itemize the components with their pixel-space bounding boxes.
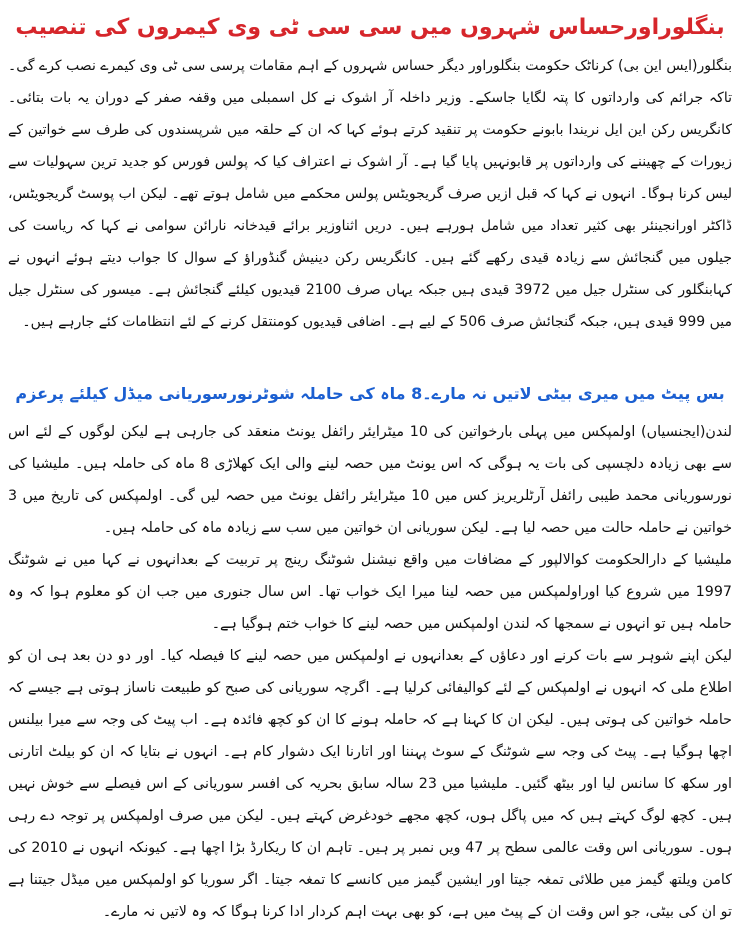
article-1-body-container xyxy=(8,50,732,366)
article-2-paragraph: لندن(ایجنسیاں) اولمپکس میں پہلی بارخواتین کی 10 میٹرایئر رائفل یونٹ منعقد کی جارہی ہے لیکن لوگوں کے لئے اس سے بھی زیادہ دلچسپی کی بات یہ ہوگی کہ اس یونٹ میں حصہ لینے والی ایک کھلاڑی 8 ماہ کی حاملہ ہیں۔ ملیشیا کی نورسوریانی محمد طیبی رائفل آرٹلریریز کس میں 10 میٹرایئر رائفل یونٹ میں حصہ لیں گی۔ اولمپکس کی تاریخ میں 3 خواتین نے حاملہ حالت میں حصہ لیا ہے۔ لیکن سوریانی ان خواتین میں سب سے زیادہ ماہ کی حاملہ ہیں۔ xyxy=(8,424,732,536)
article-cctv-cameras xyxy=(8,0,732,366)
article-1-body: بنگلور(ایس این بی) کرناٹک حکومت بنگلوراور دیگر حساس شہروں کے اہم مقامات پرسی سی ٹی وی کیمرے نصب کرے گی۔ تاکہ جرائم کی وارداتوں کا پتہ لگایا جاسکے۔ وزیر داخلہ آر اشوک نے کل اسمبلی میں وقفہ صفر کے دوران یہ بات بتائی۔ کانگریس رکن این ایل نریندا بابونے حکومت پر تنقید کرتے ہوئے کہا کہ ان کے حلقہ میں شرپسندوں کی طرف سے خواتین کے زیورات کے چھیننے کی وارداتوں پر قابونہیں پایا گیا ہے۔ آر اشوک نے اعتراف کیا کہ پولس فورس کو جدید ترین سہولیات سے لیس کرنا ہوگا۔ انہوں نے کہا کہ قبل ازیں صرف گریجویٹس پولس محکمے میں شامل ہوتے تھے۔ لیکن اب پوسٹ گریجویٹس، ڈاکٹر اورانجینئر بھی کثیر تعداد میں شامل ہورہے ہیں۔ دریں اثناوزیر برائے قیدخانہ نارائن سوامی نے کہا کہ ریاست کی جیلوں میں گنجائش سے زیادہ قیدی رکھے گئے ہیں۔ کانگریس رکن دینیش گنڈوراؤ کے سوال کا جواب دیتے ہوئے انہوں نے کہابنگلور کی سنٹرل جیل میں 3972 قیدی ہیں جبکہ یہاں صرف 2100 قیدیوں کیلئے گنجائش ہے۔ میسور کی سنٹرل جیل میں 999 قیدی ہیں، جبکہ گنجائش صرف 506 کے لیے ہے۔ اضافی قیدیوں کومنتقل کرنے کے لئے انتظامات کئے جارہے ہیں۔ xyxy=(8,58,732,330)
article-2-paragraph: ملیشیا کے دارالحکومت کوالالپور کے مضافات میں واقع نیشنل شوٹنگ رینج پر تربیت کے بعدانہوں نے کہا میں نے شوٹنگ 1997 میں شروع کیا اوراولمپکس میں حصہ لینا میرا ایک خواب تھا۔ اس سال جنوری میں جب ان کو معلوم ہوا کہ وہ حاملہ ہیں تو انہوں نے سمجھا کہ لندن اولمپکس میں حصہ لینے کا خواب ختم ہوگیا ہے۔ xyxy=(8,552,732,632)
article-pregnant-shooter xyxy=(8,372,732,936)
article-1-headline: بنگلوراورحساس شہروں میں سی سی ٹی وی کیمروں کی تنصیب xyxy=(15,15,725,40)
article-2-body-container xyxy=(8,416,732,936)
article-2-paragraph: لیکن اپنے شوہر سے بات کرنے اور دعاؤں کے بعدانہوں نے اولمپکس میں حصہ لینے کا فیصلہ کیا۔ اور دو دن بعد ہی ان کو اطلاع ملی کہ انہوں نے اولمپکس کے لئے کوالیفائی کرلیا ہے۔ اگرچہ سوریانی کی صبح کو طبیعت ناساز ہوتی ہے جیسے کہ حاملہ خواتین کی ہوتی ہیں۔ لیکن ان کا کہنا ہے کہ حاملہ ہونے کا ان کو کچھ فائدہ ہے۔ اب پیٹ کی وجہ سے میرا بیلنس اچھا ہوگیا ہے۔ پیٹ کی وجہ سے شوٹنگ کے سوٹ پہننا اور اتارنا ایک دشوار کام ہے۔ انہوں نے بتایا کہ ان کو بیلٹ اتارنی اور سکھ کا سانس لیا اور بیٹھ گئیں۔ ملیشیا میں 23 سالہ سابق بحریہ کی افسر سوریانی کے اس فیصلے سے خوش نہیں ہیں۔ کچھ لوگ کہتے ہیں کہ میں پاگل ہوں، کچھ مجھے خودغرض کہتے ہیں۔ لیکن میں صرف اولمپکس پر توجہ دے رہی ہوں۔ سوریانی اس وقت عالمی سطح پر 47 ویں نمبر پر ہیں۔ تاہم ان کا ریکارڈ بڑا اچھا ہے۔ کیونکہ انہوں نے 2010 کی کامن ویلتھ گیمز میں طلائی تمغہ جیتا اور ایشین گیمز میں کانسے کا تمغہ جیتا۔ اگر سوریا کو اولمپکس میں میڈل جیتنا ہے تو ان کی بیٹی، جو اس وقت ان کے پیٹ میں ہے، کو بھی بہت اہم کردار ادا کرنا ہوگا کہ وہ لاتیں نہ مارے۔ xyxy=(8,648,732,920)
article-2-headline: بس پیٹ میں میری بیٹی لاتیں نہ مارے۔8 ماہ کی حاملہ شوٹرنورسوریانی میڈل کیلئے پرعزم xyxy=(15,384,725,403)
